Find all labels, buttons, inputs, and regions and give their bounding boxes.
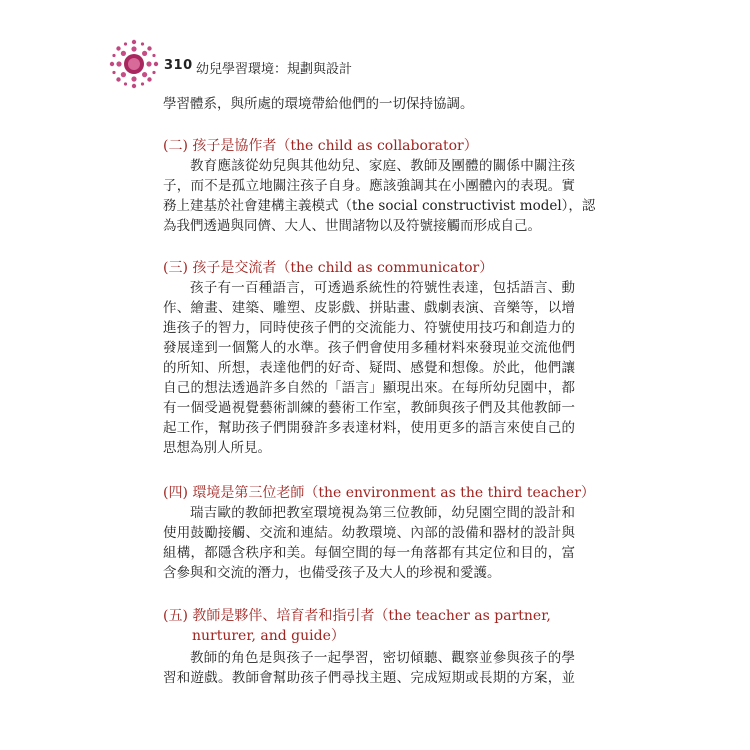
section-heading: (三) 孩子是交流者（the child as communicator） — [163, 260, 494, 276]
body-text-line: 的所知、所想，表達他們的好奇、疑問、感覺和想像。於此，他們讓 — [163, 360, 575, 376]
body-text-line: 思想為別人所見。 — [163, 440, 271, 456]
section-heading: (二) 孩子是協作者（the child as collaborator） — [163, 138, 478, 154]
section-heading: (五) 教師是夥伴、培育者和指引者（the teacher as partner, — [163, 608, 551, 624]
body-text-line: 教師的角色是與孩子一起學習，密切傾聽、觀察並參與孩子的學 — [190, 650, 575, 666]
body-text-line: 組構，都隱含秩序和美。每個空間的每一角落都有其定位和目的，富 — [163, 545, 575, 561]
section-heading-continuation: nurturer, and guide） — [192, 628, 345, 644]
body-text-line: 務上建基於社會建構主義模式（the social constructivist model），認 — [163, 198, 596, 214]
body-text-line: 自己的想法透過許多自然的「語言」顯現出來。在每所幼兒園中，都 — [163, 380, 575, 396]
body-text-line: 學習體系，與所處的環境帶給他們的一切保持協調。 — [163, 96, 474, 112]
body-text-line: 作、繪畫、建築、雕塑、皮影戲、拼貼畫、戲劇表演、音樂等，以增 — [163, 300, 575, 316]
body-text-line: 孩子有一百種語言，可透過系統性的符號性表達，包括語言、動 — [190, 280, 575, 296]
body-text-line: 教育應該從幼兒與其他幼兒、家庭、教師及團體的關係中關注孩 — [190, 158, 575, 174]
running-title: 幼兒學習環境：規劃與設計 — [196, 62, 353, 77]
body-text-line: 為我們透過與同儕、大人、世間諸物以及符號接觸而形成自己。 — [163, 218, 541, 234]
chapter-emblem-icon — [108, 38, 160, 90]
page-number: 310 — [164, 58, 193, 73]
body-text-line: 使用鼓勵接觸、交流和連結。幼教環境、內部的設備和器材的設計與 — [163, 525, 575, 541]
body-text-line: 有一個受過視覺藝術訓練的藝術工作室，教師與孩子們及其他教師一 — [163, 400, 575, 416]
body-text-line: 起工作，幫助孩子們開發許多表達材料，使用更多的語言來使自己的 — [163, 420, 575, 436]
body-text-line: 進孩子的智力，同時使孩子們的交流能力、符號使用技巧和創造力的 — [163, 320, 575, 336]
body-text-line: 瑞吉歐的教師把教室環境視為第三位教師，幼兒園空間的設計和 — [190, 505, 575, 521]
body-text-line: 含參與和交流的潛力，也備受孩子及大人的珍視和愛護。 — [163, 565, 501, 581]
body-text-line: 子，而不是孤立地關注孩子自身。應該強調其在小團體內的表現。實 — [163, 178, 575, 194]
body-text-line: 發展達到一個驚人的水準。孩子們會使用多種材料來發現並交流他們 — [163, 340, 575, 356]
section-heading: (四) 環境是第三位老師（the environment as the third teacher） — [163, 485, 595, 501]
body-text-line: 習和遊戲。教師會幫助孩子們尋找主題、完成短期或長期的方案，並 — [163, 670, 575, 686]
